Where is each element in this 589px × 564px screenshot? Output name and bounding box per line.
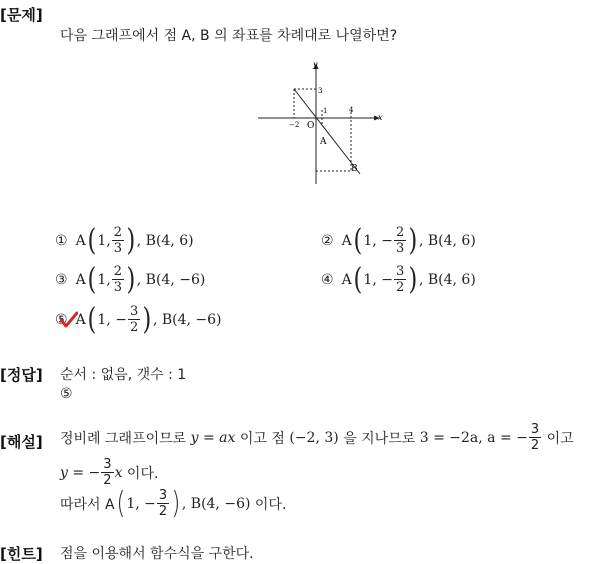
tick-3: 3 xyxy=(318,87,323,95)
hint-text: 점을 이용해서 함수식을 구한다. xyxy=(60,546,254,562)
explanation-line1: 정비례 그래프이므로 y = ax 이고 점 (−2, 3) 을 지나므로 3 = −2a, a = − $\frac{3}{2}$ 이고 xyxy=(60,422,574,453)
question-text: 다음 그래프에서 점 A, B 의 좌표를 차례대로 나열하면? xyxy=(60,28,398,44)
checkmark-icon xyxy=(60,311,78,329)
fraction: $\frac{2}{3}$ xyxy=(113,264,123,295)
explanation-line2: y = − $\frac{3}{2}$ x 이다. xyxy=(60,457,159,488)
answer-line1: 순서 : 없음, 갯수 : 1 xyxy=(60,367,187,383)
tick-4: 4 xyxy=(349,106,354,114)
point-a-label: A xyxy=(320,137,327,147)
answer-label: [정답] xyxy=(0,366,43,384)
fraction: $\frac{3}{2}$ xyxy=(395,264,405,295)
fraction: $\frac{2}{3}$ xyxy=(113,225,123,256)
x-axis-label: x xyxy=(378,113,383,122)
fraction: $\frac{2}{3}$ xyxy=(395,225,405,256)
option-4[interactable]: ④ A ( 1, − $\frac{3}{2}$ ) , B(4, 6) xyxy=(321,261,476,297)
problem-label: [문제] xyxy=(0,6,43,24)
option-3[interactable]: ③ A ( 1, $\frac{2}{3}$ ) , B(4, −6) xyxy=(55,261,206,297)
tick-neg2: −2 xyxy=(289,121,300,129)
fraction: $\frac{3}{2}$ xyxy=(129,304,139,335)
y-axis-label: y xyxy=(313,60,318,69)
option-1[interactable]: ① A ( 1, $\frac{2}{3}$ ) , B(4, 6) xyxy=(55,222,194,258)
function-graph xyxy=(256,60,386,190)
point-b-label: B xyxy=(351,164,358,174)
tick-1: 1 xyxy=(323,107,328,115)
answer-line2: ⑤ xyxy=(60,386,73,402)
explanation-line3: 따라서 A ( 1, − $\frac{3}{2}$ ) , B(4, −6) 이다. xyxy=(60,485,287,521)
option-2[interactable]: ② A ( 1, − $\frac{2}{3}$ ) , B(4, 6) xyxy=(321,222,476,258)
option-5[interactable]: ⑤ A ( 1, − $\frac{3}{2}$ ) , B(4, −6) xyxy=(55,301,222,337)
origin-label: O xyxy=(307,121,315,131)
hint-label: [힌트] xyxy=(0,545,43,563)
explanation-label: [해설] xyxy=(0,433,43,451)
